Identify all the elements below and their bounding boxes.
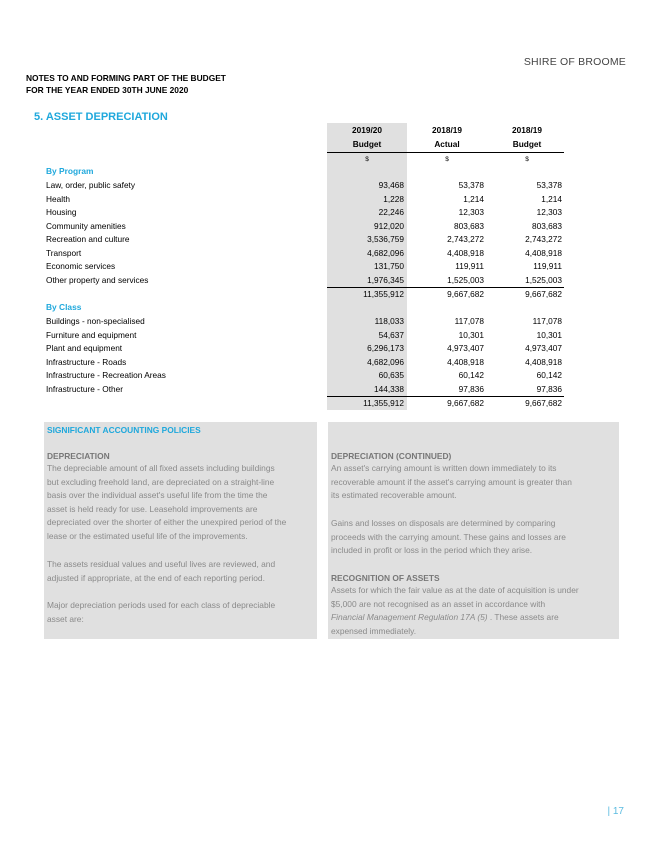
subtotal-rule bbox=[327, 287, 564, 288]
table-row bbox=[46, 248, 564, 261]
row-value: 4,408,918 bbox=[525, 247, 562, 258]
policies-title: SIGNIFICANT ACCOUNTING POLICIES bbox=[47, 425, 201, 435]
row-label: Infrastructure - Other bbox=[46, 383, 124, 394]
row-value: 4,408,918 bbox=[525, 356, 562, 367]
row-value: 12,303 bbox=[536, 207, 562, 217]
text-line: Gains and losses on disposals are determined by comparing bbox=[331, 518, 556, 528]
recognition-heading: RECOGNITION OF ASSETS bbox=[331, 573, 440, 583]
text-line: asset is held ready for use. Leasehold improvements are bbox=[47, 503, 258, 514]
col-3-year: 2018/19 bbox=[512, 125, 542, 135]
row-value: 803,683 bbox=[454, 220, 484, 231]
text-line: $5,000 are not recognised as an asset in accordance with bbox=[331, 598, 546, 609]
row-value: 119,911 bbox=[455, 261, 484, 271]
text-line: but excluding freehold land, are depreciated on a straight-line bbox=[47, 476, 275, 487]
page-number bbox=[607, 806, 624, 817]
row-value: 54,637 bbox=[378, 329, 404, 340]
row-value: 144,338 bbox=[374, 383, 404, 394]
table-row bbox=[46, 384, 564, 397]
text-line: expensed immediately. bbox=[331, 625, 417, 636]
text-line: asset are: bbox=[47, 613, 84, 624]
row-value: 10,301 bbox=[536, 329, 562, 340]
row-label: Recreation and culture bbox=[46, 234, 130, 244]
row-value: 1,525,003 bbox=[525, 274, 562, 285]
row-value: 118,033 bbox=[374, 316, 404, 326]
row-value: 4,408,918 bbox=[447, 356, 484, 367]
row-label: Community amenities bbox=[46, 220, 126, 231]
page-separator: | bbox=[607, 806, 611, 817]
col-header-1 bbox=[327, 123, 407, 151]
row-label: Transport bbox=[46, 247, 82, 258]
row-value: 1,214 bbox=[541, 193, 562, 204]
row-value: 117,078 bbox=[532, 316, 562, 326]
text-line: its estimated recoverable amount. bbox=[331, 490, 457, 501]
col-3-type: Budget bbox=[512, 139, 542, 149]
carrying-amount-paragraph bbox=[331, 462, 572, 503]
col-1-currency: $ bbox=[365, 156, 369, 163]
notes-line-1: NOTES TO AND FORMING PART OF THE BUDGET bbox=[26, 73, 226, 83]
row-value: 53,378 bbox=[536, 180, 562, 190]
row-value: 117,078 bbox=[454, 316, 484, 326]
text-line: Major depreciation periods used for each class of depreciable bbox=[47, 600, 276, 610]
org-name: SHIRE OF BROOME bbox=[523, 56, 626, 68]
text-line: An asset's carrying amount is written down immediately to its bbox=[331, 463, 557, 473]
subtotal-rule bbox=[327, 396, 564, 397]
text-line: basis over the individual asset's useful life from the time the bbox=[47, 490, 268, 501]
depreciation-periods-paragraph bbox=[47, 599, 275, 626]
col-1-year: 2019/20 bbox=[352, 125, 382, 135]
text-line: proceeds with the carrying amount. These gains and losses are bbox=[331, 531, 566, 542]
depreciation-continued-heading: DEPRECIATION (CONTINUED) bbox=[331, 451, 452, 461]
text-line: The depreciable amount of all fixed assets including buildings bbox=[47, 463, 275, 473]
section-title: 5. ASSET DEPRECIATION bbox=[34, 111, 168, 123]
row-label: Law, order, public safety bbox=[46, 180, 136, 190]
row-value: 1,976,345 bbox=[367, 274, 404, 285]
row-value: 1,525,003 bbox=[447, 274, 484, 285]
col-header-2 bbox=[407, 123, 487, 151]
row-value: 10,301 bbox=[458, 329, 484, 340]
by-class-heading: By Class bbox=[46, 302, 82, 312]
row-label: Economic services bbox=[46, 261, 116, 271]
row-value: 12,303 bbox=[458, 207, 484, 217]
table-row bbox=[46, 207, 564, 220]
row-label: Health bbox=[46, 193, 70, 204]
row-value: 97,836 bbox=[536, 383, 562, 394]
class-total-row bbox=[46, 398, 564, 411]
policy-panel-left bbox=[44, 422, 317, 639]
text-line: Assets for which the fair value as at the date of acquisition is under bbox=[331, 585, 579, 595]
text-line: included in profit or loss in the period which they arise. bbox=[331, 545, 533, 556]
total-value: 9,667,682 bbox=[447, 398, 484, 408]
program-total-row bbox=[46, 289, 564, 302]
row-label: Infrastructure - Recreation Areas bbox=[46, 370, 166, 380]
row-value: 60,142 bbox=[458, 370, 484, 380]
row-value: 60,142 bbox=[536, 370, 562, 380]
text-fragment: . These assets are bbox=[487, 612, 559, 623]
row-label: Furniture and equipment bbox=[46, 329, 137, 340]
notes-heading bbox=[26, 72, 226, 96]
table-row bbox=[46, 370, 564, 383]
row-label: Plant and equipment bbox=[46, 343, 123, 353]
table-row bbox=[46, 275, 564, 288]
table-row bbox=[46, 194, 564, 207]
row-value: 4,973,407 bbox=[525, 343, 562, 353]
row-value: 803,683 bbox=[532, 220, 562, 231]
table-row bbox=[46, 357, 564, 370]
col-header-3 bbox=[487, 123, 567, 151]
recognition-paragraph bbox=[331, 584, 579, 638]
col-2-currency: $ bbox=[445, 156, 449, 163]
row-label: Infrastructure - Roads bbox=[46, 356, 127, 367]
row-value: 4,682,096 bbox=[367, 247, 404, 258]
row-label: Other property and services bbox=[46, 274, 149, 285]
col-2-year: 2018/19 bbox=[432, 125, 462, 135]
row-value: 53,378 bbox=[458, 180, 484, 190]
col-1-type: Budget bbox=[352, 139, 382, 149]
row-value: 2,743,272 bbox=[525, 234, 562, 244]
gains-losses-paragraph bbox=[331, 517, 566, 558]
text-line: depreciated over the shorter of either the unexpired period of the bbox=[47, 517, 287, 528]
row-value: 3,536,759 bbox=[367, 234, 404, 244]
col-2-type: Actual bbox=[434, 139, 460, 149]
row-value: 4,973,407 bbox=[447, 343, 484, 353]
text-line bbox=[331, 611, 579, 625]
table-row bbox=[46, 221, 564, 234]
total-value: 11,355,912 bbox=[363, 398, 404, 408]
by-program-heading: By Program bbox=[46, 166, 94, 176]
text-line: lease or the estimated useful life of the improvements. bbox=[47, 530, 248, 541]
table-row bbox=[46, 343, 564, 356]
row-value: 93,468 bbox=[378, 180, 404, 190]
text-line: The assets residual values and useful lives are reviewed, and bbox=[47, 559, 276, 569]
regulation-reference: Financial Management Regulation 17A (5) bbox=[331, 612, 488, 623]
table-row bbox=[46, 330, 564, 343]
depreciation-paragraph bbox=[47, 462, 286, 544]
row-value: 2,743,272 bbox=[447, 234, 484, 244]
page-number-value: 17 bbox=[612, 806, 624, 817]
notes-line-2: FOR THE YEAR ENDED 30TH JUNE 2020 bbox=[26, 85, 189, 95]
policy-panel-right bbox=[328, 422, 619, 639]
row-label: Housing bbox=[46, 207, 77, 217]
row-value: 4,408,918 bbox=[447, 247, 484, 258]
row-value: 60,635 bbox=[378, 370, 404, 380]
residual-values-paragraph bbox=[47, 558, 275, 585]
row-value: 4,682,096 bbox=[367, 356, 404, 367]
row-value: 1,228 bbox=[383, 193, 404, 204]
table-row bbox=[46, 234, 564, 247]
header-rule bbox=[327, 152, 564, 153]
row-label: Buildings - non-specialised bbox=[46, 316, 145, 326]
table-row bbox=[46, 261, 564, 274]
total-value: 9,667,682 bbox=[447, 289, 484, 299]
table-row bbox=[46, 316, 564, 329]
row-value: 1,214 bbox=[463, 193, 484, 204]
total-value: 9,667,682 bbox=[525, 398, 562, 408]
row-value: 119,911 bbox=[533, 261, 562, 271]
row-value: 97,836 bbox=[458, 383, 484, 394]
row-value: 22,246 bbox=[378, 207, 404, 217]
row-value: 6,296,173 bbox=[367, 343, 404, 353]
row-value: 912,020 bbox=[374, 220, 404, 231]
text-line: adjusted if appropriate, at the end of each reporting period. bbox=[47, 572, 265, 583]
depreciation-heading: DEPRECIATION bbox=[47, 451, 110, 461]
table-row bbox=[46, 180, 564, 193]
row-value: 131,750 bbox=[374, 261, 404, 271]
total-value: 11,355,912 bbox=[363, 289, 404, 299]
col-3-currency: $ bbox=[525, 156, 529, 163]
text-line: recoverable amount if the asset's carrying amount is greater than bbox=[331, 476, 572, 487]
total-value: 9,667,682 bbox=[525, 289, 562, 299]
